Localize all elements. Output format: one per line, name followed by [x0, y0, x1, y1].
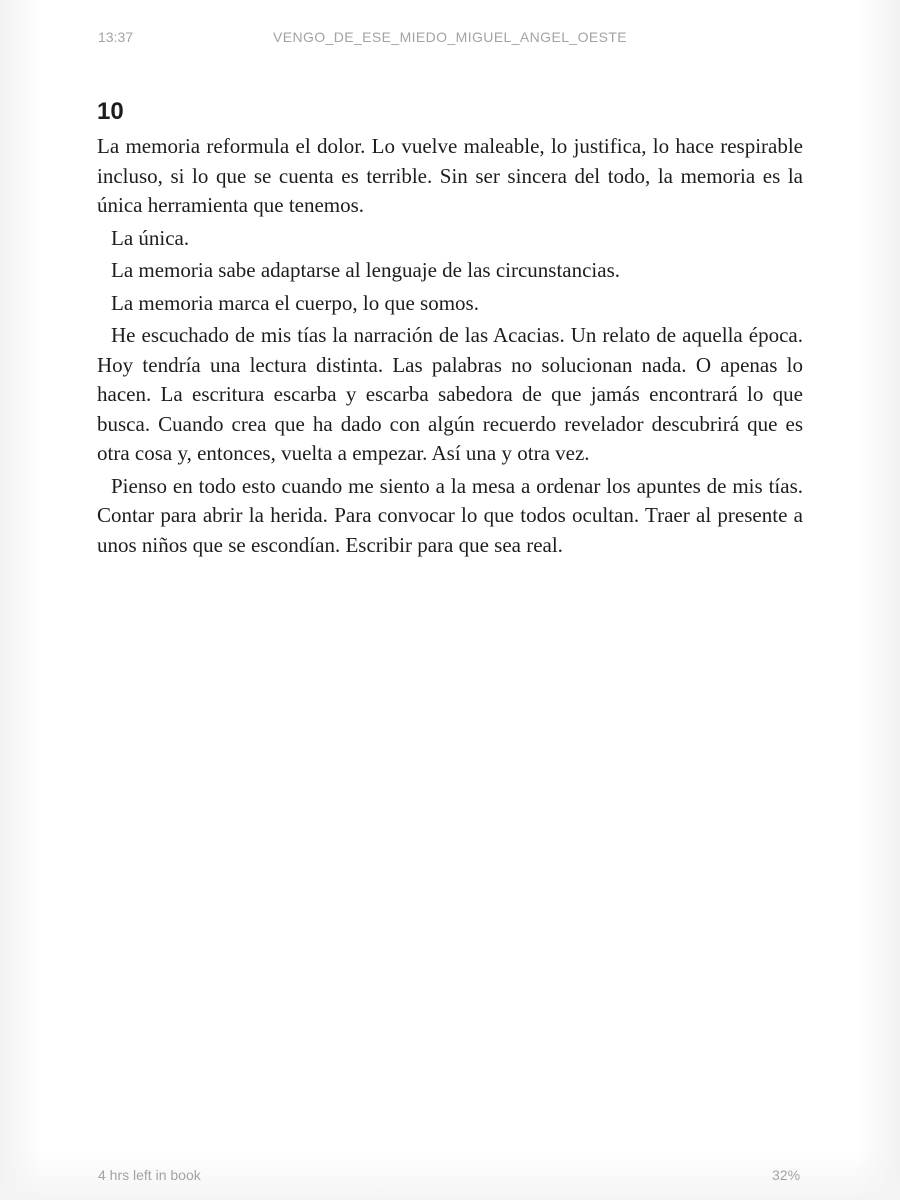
page-content [97, 96, 803, 563]
chapter-number: 10 [97, 98, 124, 125]
time-left-in-book: 4 hrs left in book [98, 1167, 201, 1183]
paragraph: La memoria reformula el dolor. Lo vuelve maleable, lo justifica, lo hace respirable incluso, si lo que se cuenta es terrible. Sin ser sincera del todo, la memoria es la única herramienta que tenemos. [97, 134, 803, 217]
reading-progress-percent: 32% [772, 1167, 801, 1183]
reader-header [0, 0, 900, 70]
paragraph: La única. [111, 225, 190, 250]
reader-footer [0, 1150, 900, 1200]
clock: 13:37 [98, 29, 134, 45]
paragraph: La memoria marca el cuerpo, lo que somos. [111, 290, 479, 315]
paragraph: He escuchado de mis tías la narración de las Acacias. Un relato de aquella época. Hoy tendría una lectura distinta. Las palabras no solucionan nada. O apenas lo hacen. La escritura escarba y escarba sabedora de que jamás encontrará lo que busca. Cuando crea que ha dado con algún recuerdo revelador descubrirá que es otra cosa y, entonces, vuelta a empezar. Así una y otra vez. [97, 323, 803, 465]
paragraph: La memoria sabe adaptarse al lenguaje de las circunstancias. [111, 258, 621, 282]
paragraph: Pienso en todo esto cuando me siento a la mesa a ordenar los apuntes de mis tías. Contar para abrir la herida. Para convocar lo que todos ocultan. Traer al presente a unos niños que se escondían. Escribir para que sea real. [97, 473, 803, 557]
book-title: VENGO_DE_ESE_MIEDO_MIGUEL_ANGEL_OESTE [273, 29, 628, 45]
